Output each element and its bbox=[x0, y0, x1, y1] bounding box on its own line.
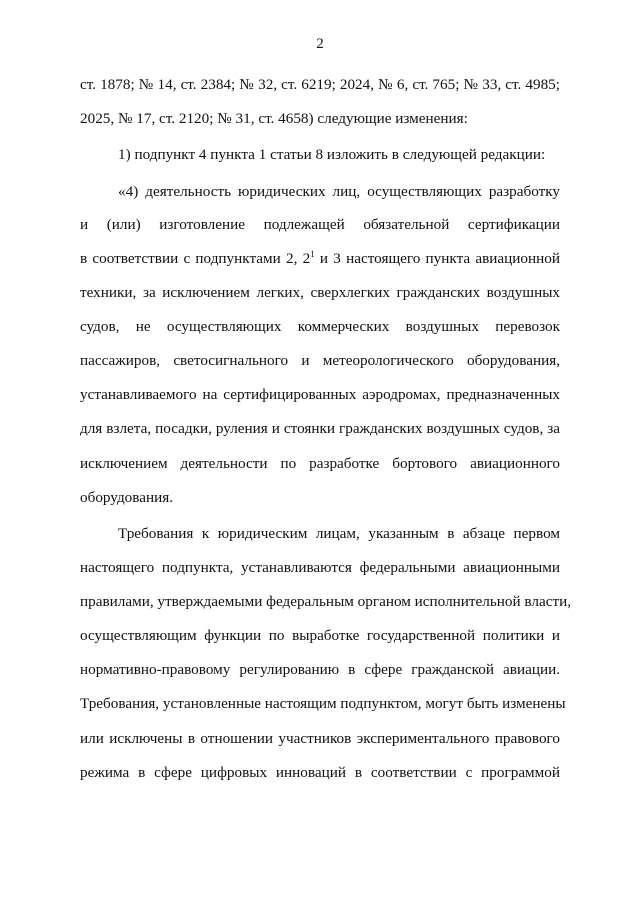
text-line: для взлета, посадки, руления и стоянки гражданских воздушных судов, за bbox=[80, 420, 560, 437]
text-fragment: и 3 настоящего пункта авиационной bbox=[314, 250, 560, 267]
text-line: устанавливаемого на сертифицированных аэродромах, предназначенных bbox=[80, 386, 560, 403]
text-line-with-superscript bbox=[80, 249, 560, 269]
page-number: 2 bbox=[316, 36, 324, 52]
text-line: ст. 1878; № 14, ст. 2384; № 32, ст. 6219; 2024, № 6, ст. 765; № 33, ст. 4985; bbox=[80, 76, 560, 93]
text-line: настоящего подпункта, устанавливаются федеральными авиационными bbox=[80, 559, 560, 576]
text-line: судов, не осуществляющих коммерческих воздушных перевозок bbox=[80, 318, 560, 335]
text-line: Требования к юридическим лицам, указанным в абзаце первом bbox=[118, 525, 560, 542]
text-line: 1) подпункт 4 пункта 1 статьи 8 изложить в следующей редакции: bbox=[118, 146, 546, 163]
text-line: нормативно-правовому регулированию в сфере гражданской авиации. bbox=[80, 661, 560, 678]
superscript: 1 bbox=[310, 249, 315, 259]
text-line: осуществляющим функции по выработке государственной политики и bbox=[80, 627, 560, 644]
text-line: пассажиров, светосигнального и метеорологического оборудования, bbox=[80, 352, 560, 369]
text-line: правилами, утверждаемыми федеральным органом исполнительной власти, bbox=[80, 593, 572, 610]
text-line: Требования, установленные настоящим подпунктом, могут быть изменены bbox=[80, 695, 566, 712]
text-line: или исключены в отношении участников экспериментального правового bbox=[80, 730, 560, 747]
text-line: исключением деятельности по разработке бортового авиационного bbox=[80, 455, 560, 472]
text-line: техники, за исключением легких, сверхлегких гражданских воздушных bbox=[80, 284, 560, 301]
text-line: оборудования. bbox=[80, 489, 174, 506]
text-line: и (или) изготовление подлежащей обязательной сертификации bbox=[80, 216, 560, 233]
text-line: 2025, № 17, ст. 2120; № 31, ст. 4658) следующие изменения: bbox=[80, 110, 468, 127]
text-fragment: в соответствии с подпунктами 2, 2 bbox=[80, 250, 311, 267]
text-line: «4) деятельность юридических лиц, осуществляющих разработку bbox=[118, 183, 560, 200]
text-line: режима в сфере цифровых инноваций в соответствии с программой bbox=[80, 764, 560, 781]
